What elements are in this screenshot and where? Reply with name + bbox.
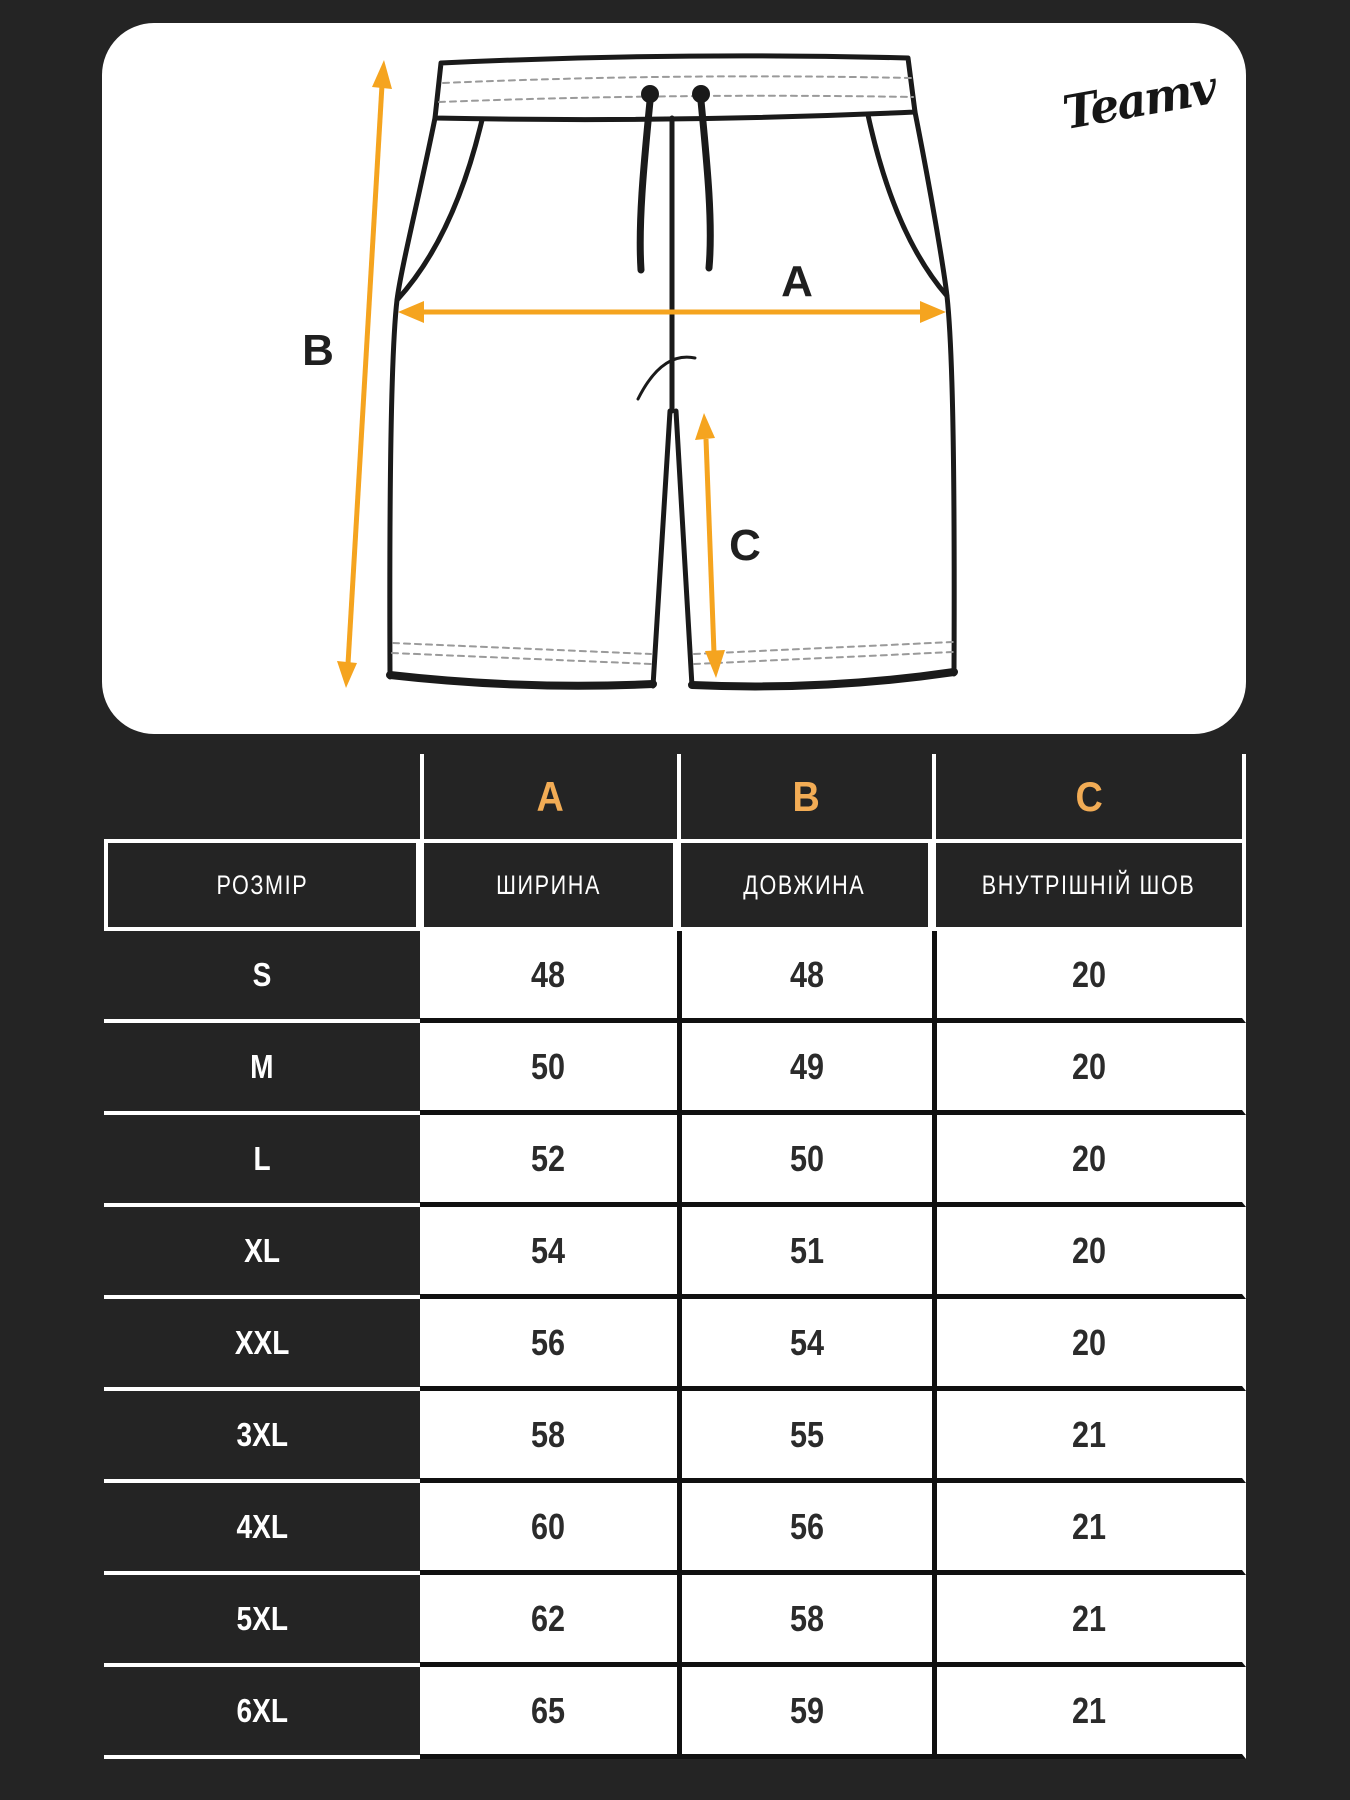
- length-cell: [677, 1667, 932, 1759]
- inseam-cell: [932, 1299, 1246, 1391]
- inseam-cell: [932, 1115, 1246, 1207]
- diagram-card: [102, 23, 1246, 734]
- table-row: [104, 1207, 1246, 1299]
- measure-letter-c: C: [1075, 772, 1103, 820]
- length-cell: [677, 1207, 932, 1299]
- width-cell: [420, 1023, 677, 1115]
- column-header-inseam: [932, 839, 1246, 931]
- size-label: M: [250, 1048, 274, 1085]
- inseam-value: 20: [1072, 1137, 1107, 1179]
- measure-letter-cell-b: [677, 754, 932, 839]
- width-cell: [420, 1667, 677, 1759]
- measure-letter-b: B: [792, 772, 821, 820]
- table-row: [104, 1391, 1246, 1483]
- inseam-cell: [932, 1023, 1246, 1115]
- size-label: 6XL: [236, 1692, 288, 1729]
- right-hem-stitch-2: [694, 652, 953, 664]
- drawstring-cord-left: [640, 101, 650, 270]
- table-row: [104, 1667, 1246, 1759]
- length-value: 56: [789, 1505, 825, 1547]
- width-cell: [420, 1575, 677, 1667]
- inseam-value: 21: [1072, 1689, 1107, 1731]
- size-table: [104, 754, 1246, 1759]
- left-hem: [390, 675, 653, 686]
- size-cell: [104, 1115, 420, 1207]
- size-label: 4XL: [236, 1508, 288, 1545]
- left-pocket-curve: [397, 120, 482, 300]
- size-label: 5XL: [236, 1600, 288, 1637]
- table-row: [104, 1483, 1246, 1575]
- length-cell: [677, 1299, 932, 1391]
- size-table-body: [104, 931, 1246, 1759]
- inseam-value: 21: [1072, 1505, 1107, 1547]
- length-cell: [677, 1023, 932, 1115]
- arrow-label-c: C: [729, 521, 761, 570]
- inseam-cell: [932, 1207, 1246, 1299]
- waistband: [435, 56, 915, 120]
- size-label: XL: [244, 1232, 280, 1269]
- column-header-length-label: ДОВЖИНА: [743, 869, 866, 900]
- length-value: 59: [789, 1689, 825, 1731]
- length-cell: [677, 1391, 932, 1483]
- waistband-stitch-2: [439, 96, 913, 102]
- inseam-cell: [932, 1483, 1246, 1575]
- table-row: [104, 1575, 1246, 1667]
- width-cell: [420, 1115, 677, 1207]
- width-cell: [420, 1483, 677, 1575]
- inseam-cell: [932, 931, 1246, 1023]
- table-row: [104, 1115, 1246, 1207]
- column-header-size-label: РОЗМІР: [216, 869, 308, 900]
- column-header-inseam-label: ВНУТРІШНІЙ ШОВ: [982, 869, 1196, 900]
- column-header-width: [420, 839, 677, 931]
- measure-letter-cell-a: [420, 754, 677, 839]
- measure-letter-cell-c: [932, 754, 1246, 839]
- arrow-b: [337, 60, 392, 688]
- arrow-label-group: [302, 257, 813, 570]
- size-cell: [104, 1575, 420, 1667]
- inseam-value: 20: [1072, 953, 1107, 995]
- column-header-length: [677, 839, 932, 931]
- width-value: 54: [531, 1229, 566, 1271]
- column-header-size: [104, 839, 420, 931]
- column-header-row: [104, 839, 1246, 931]
- inseam-cell: [932, 1575, 1246, 1667]
- left-hem-stitch-2: [392, 653, 652, 664]
- width-value: 62: [531, 1597, 566, 1639]
- size-cell: [104, 931, 420, 1023]
- width-value: 60: [531, 1505, 566, 1547]
- length-value: 48: [789, 953, 825, 995]
- inseam-cell: [932, 1391, 1246, 1483]
- waistband-stitch-1: [443, 76, 911, 83]
- size-cell: [104, 1207, 420, 1299]
- width-cell: [420, 1207, 677, 1299]
- table-row: [104, 1299, 1246, 1391]
- column-header-width-label: ШИРИНА: [496, 869, 601, 900]
- length-value: 58: [789, 1597, 825, 1639]
- brand-logo: Teamv: [1058, 60, 1220, 140]
- size-label: L: [253, 1140, 271, 1177]
- length-cell: [677, 1575, 932, 1667]
- width-value: 65: [531, 1689, 566, 1731]
- table-row: [104, 1023, 1246, 1115]
- size-cell: [104, 1483, 420, 1575]
- length-cell: [677, 931, 932, 1023]
- width-value: 56: [531, 1321, 566, 1363]
- size-cell: [104, 1391, 420, 1483]
- width-value: 50: [531, 1045, 566, 1087]
- width-cell: [420, 1299, 677, 1391]
- left-hem-stitch-1: [393, 643, 651, 654]
- width-value: 58: [531, 1413, 566, 1455]
- inseam-value: 21: [1072, 1597, 1107, 1639]
- length-cell: [677, 1483, 932, 1575]
- table-row: [104, 931, 1246, 1023]
- length-value: 49: [789, 1045, 825, 1087]
- inseam-value: 20: [1072, 1321, 1107, 1363]
- left-inseam: [653, 411, 670, 686]
- right-hem-stitch-1: [694, 642, 953, 654]
- measure-letter-row: [104, 754, 1246, 839]
- inseam-value: 21: [1072, 1413, 1107, 1455]
- shorts-outline: [390, 56, 954, 687]
- inseam-value: 20: [1072, 1229, 1107, 1271]
- inseam-value: 20: [1072, 1045, 1107, 1087]
- arrow-c: [695, 413, 725, 678]
- drawstring-cord-right: [701, 101, 710, 268]
- length-value: 50: [789, 1137, 825, 1179]
- size-cell: [104, 1667, 420, 1759]
- width-cell: [420, 931, 677, 1023]
- width-value: 48: [531, 953, 566, 995]
- measure-letter-a: A: [536, 772, 565, 820]
- right-inseam: [676, 411, 692, 686]
- crotch-detail: [638, 357, 695, 399]
- length-value: 54: [789, 1321, 825, 1363]
- left-side-seam: [390, 118, 435, 677]
- right-side-seam: [915, 112, 954, 674]
- width-value: 52: [531, 1137, 566, 1179]
- arrow-label-a: A: [781, 257, 813, 306]
- length-value: 55: [789, 1413, 825, 1455]
- arrow-label-b: B: [302, 326, 334, 375]
- length-cell: [677, 1115, 932, 1207]
- size-cell: [104, 1299, 420, 1391]
- size-label: S: [252, 956, 272, 993]
- inseam-cell: [932, 1667, 1246, 1759]
- size-label: 3XL: [236, 1416, 288, 1453]
- size-label: XXL: [234, 1324, 290, 1361]
- size-cell: [104, 1023, 420, 1115]
- length-value: 51: [789, 1229, 825, 1271]
- right-hem: [692, 672, 954, 686]
- measure-letter-empty-cell: [104, 754, 420, 839]
- width-cell: [420, 1391, 677, 1483]
